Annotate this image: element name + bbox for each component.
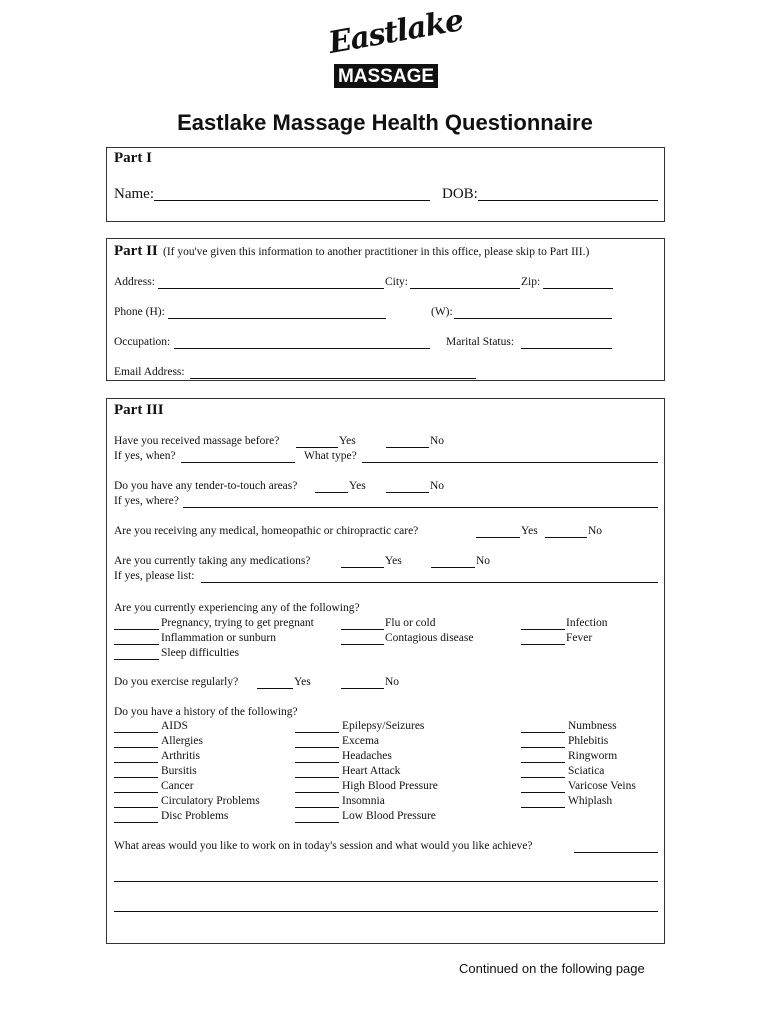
- care-yes-blank[interactable]: [476, 537, 520, 538]
- massage-yes-blank[interactable]: [296, 447, 338, 448]
- city-label: City:: [385, 276, 409, 288]
- hist-check-blank[interactable]: [114, 762, 158, 763]
- care-no-blank[interactable]: [545, 537, 587, 538]
- exp-check-blank[interactable]: [114, 629, 159, 630]
- name-label: Name:: [114, 186, 154, 202]
- q-history: Do you have a history of the following?: [114, 706, 298, 718]
- hist-item: Epilepsy/Seizures: [342, 720, 425, 732]
- meds-yes-blank[interactable]: [341, 567, 384, 568]
- hist-item: Bursitis: [161, 765, 197, 777]
- exp-check-blank[interactable]: [521, 629, 565, 630]
- exp-item: Fever: [566, 632, 593, 644]
- massage-yes-label: Yes: [339, 435, 356, 447]
- where-field[interactable]: [183, 507, 658, 508]
- phone-work-field[interactable]: [454, 318, 612, 319]
- part3-heading: Part III: [114, 402, 164, 418]
- hist-check-blank[interactable]: [521, 807, 565, 808]
- q-massage-before: Have you received massage before?: [114, 435, 280, 447]
- hist-item: Arthritis: [161, 750, 200, 762]
- hist-check-blank[interactable]: [521, 762, 565, 763]
- exp-item: Inflammation or sunburn: [161, 632, 276, 644]
- hist-check-blank[interactable]: [114, 792, 158, 793]
- hist-item: Low Blood Pressure: [342, 810, 436, 822]
- exercise-yes-label: Yes: [294, 676, 311, 688]
- tender-yes-label: Yes: [349, 480, 366, 492]
- phone-home-label: Phone (H):: [114, 306, 165, 318]
- session-areas-line[interactable]: [114, 881, 658, 882]
- page-title: Eastlake Massage Health Questionnaire: [177, 110, 593, 135]
- q-session-areas: What areas would you like to work on in today's session and what would you like achieve?: [114, 840, 533, 852]
- q-experiencing: Are you currently experiencing any of the following?: [114, 602, 360, 614]
- exp-check-blank[interactable]: [114, 644, 159, 645]
- hist-item: Phlebitis: [568, 735, 609, 747]
- meds-yes-label: Yes: [385, 555, 402, 567]
- q-tender-areas: Do you have any tender-to-touch areas?: [114, 480, 298, 492]
- hist-check-blank[interactable]: [295, 822, 339, 823]
- tender-yes-blank[interactable]: [315, 492, 348, 493]
- exercise-no-label: No: [385, 676, 400, 688]
- hist-check-blank[interactable]: [114, 807, 158, 808]
- hist-item: Allergies: [161, 735, 203, 747]
- hist-check-blank[interactable]: [114, 732, 158, 733]
- tender-no-blank[interactable]: [386, 492, 429, 493]
- footer-continued: Continued on the following page: [459, 961, 645, 976]
- part1-section: [106, 147, 665, 222]
- hist-item: Ringworm: [568, 750, 618, 762]
- hist-item: Varicose Veins: [568, 780, 636, 792]
- hist-check-blank[interactable]: [295, 747, 339, 748]
- city-field[interactable]: [410, 288, 520, 289]
- hist-check-blank[interactable]: [295, 792, 339, 793]
- logo-script-text: Eastlake: [325, 2, 466, 61]
- marital-status-field[interactable]: [521, 348, 612, 349]
- exercise-yes-blank[interactable]: [257, 688, 293, 689]
- hist-check-blank[interactable]: [295, 807, 339, 808]
- care-yes-label: Yes: [521, 525, 538, 537]
- exp-check-blank[interactable]: [341, 644, 384, 645]
- exp-item: Pregnancy, trying to get pregnant: [161, 617, 314, 629]
- hist-check-blank[interactable]: [114, 822, 158, 823]
- occupation-label: Occupation:: [114, 336, 171, 348]
- hist-item: Cancer: [161, 780, 194, 792]
- exp-item: Flu or cold: [385, 617, 436, 629]
- if-yes-where-label: If yes, where?: [114, 495, 179, 507]
- phone-home-field[interactable]: [168, 318, 386, 319]
- logo: [325, 2, 466, 92]
- massage-no-blank[interactable]: [386, 447, 429, 448]
- q-medical-care: Are you receiving any medical, homeopathic or chiropractic care?: [114, 525, 419, 537]
- exp-check-blank[interactable]: [114, 659, 159, 660]
- meds-no-blank[interactable]: [431, 567, 475, 568]
- exp-check-blank[interactable]: [521, 644, 565, 645]
- if-yes-when-label: If yes, when?: [114, 450, 176, 462]
- dob-field[interactable]: [478, 200, 658, 201]
- hist-item: Heart Attack: [342, 765, 401, 777]
- hist-check-blank[interactable]: [521, 792, 565, 793]
- meds-list-field[interactable]: [201, 582, 658, 583]
- exercise-no-blank[interactable]: [341, 688, 384, 689]
- zip-field[interactable]: [543, 288, 613, 289]
- care-no-label: No: [588, 525, 603, 537]
- phone-work-label: (W):: [431, 306, 453, 318]
- hist-item: Whiplash: [568, 795, 613, 807]
- zip-label: Zip:: [521, 276, 541, 288]
- meds-no-label: No: [476, 555, 491, 567]
- hist-check-blank[interactable]: [295, 777, 339, 778]
- session-areas-line[interactable]: [114, 911, 658, 912]
- part2-note: (If you've given this information to another practitioner in this office, please skip to Part III.): [163, 246, 590, 258]
- what-type-label: What type?: [304, 450, 357, 462]
- exp-check-blank[interactable]: [341, 629, 384, 630]
- hist-item: Disc Problems: [161, 810, 229, 822]
- if-yes-list-label: If yes, please list:: [114, 570, 195, 582]
- email-label: Email Address:: [114, 366, 185, 378]
- hist-check-blank[interactable]: [521, 747, 565, 748]
- hist-check-blank[interactable]: [114, 747, 158, 748]
- hist-item: High Blood Pressure: [342, 780, 438, 792]
- exp-item: Contagious disease: [385, 632, 474, 644]
- dob-label: DOB:: [442, 186, 478, 202]
- hist-check-blank[interactable]: [521, 777, 565, 778]
- q-exercise: Do you exercise regularly?: [114, 676, 239, 688]
- logo-block: [334, 64, 438, 88]
- address-label: Address:: [114, 276, 155, 288]
- email-field[interactable]: [190, 378, 476, 379]
- hist-item: Headaches: [342, 750, 392, 762]
- hist-check-blank[interactable]: [521, 732, 565, 733]
- tender-no-label: No: [430, 480, 445, 492]
- occupation-field[interactable]: [174, 348, 430, 349]
- hist-check-blank[interactable]: [295, 762, 339, 763]
- address-field[interactable]: [158, 288, 384, 289]
- q-medications: Are you currently taking any medications?: [114, 555, 311, 567]
- exp-item: Infection: [566, 617, 608, 629]
- hist-item: Numbness: [568, 720, 617, 732]
- exp-item: Sleep difficulties: [161, 647, 240, 659]
- hist-check-blank[interactable]: [295, 732, 339, 733]
- part1-heading: Part I: [114, 150, 152, 166]
- massage-no-label: No: [430, 435, 445, 447]
- when-field[interactable]: [181, 462, 295, 463]
- marital-status-label: Marital Status:: [446, 336, 515, 348]
- what-type-field[interactable]: [362, 462, 658, 463]
- session-areas-field[interactable]: [574, 852, 658, 853]
- hist-item: Excema: [342, 735, 380, 747]
- part2-heading: Part II: [114, 243, 158, 259]
- name-field[interactable]: [154, 200, 430, 201]
- hist-item: Sciatica: [568, 765, 605, 777]
- part2-section: [106, 238, 665, 381]
- logo-block-text: MASSAGE: [337, 66, 435, 87]
- hist-item: Circulatory Problems: [161, 795, 260, 807]
- hist-item: Insomnia: [342, 795, 385, 807]
- hist-item: AIDS: [161, 720, 188, 732]
- hist-check-blank[interactable]: [114, 777, 158, 778]
